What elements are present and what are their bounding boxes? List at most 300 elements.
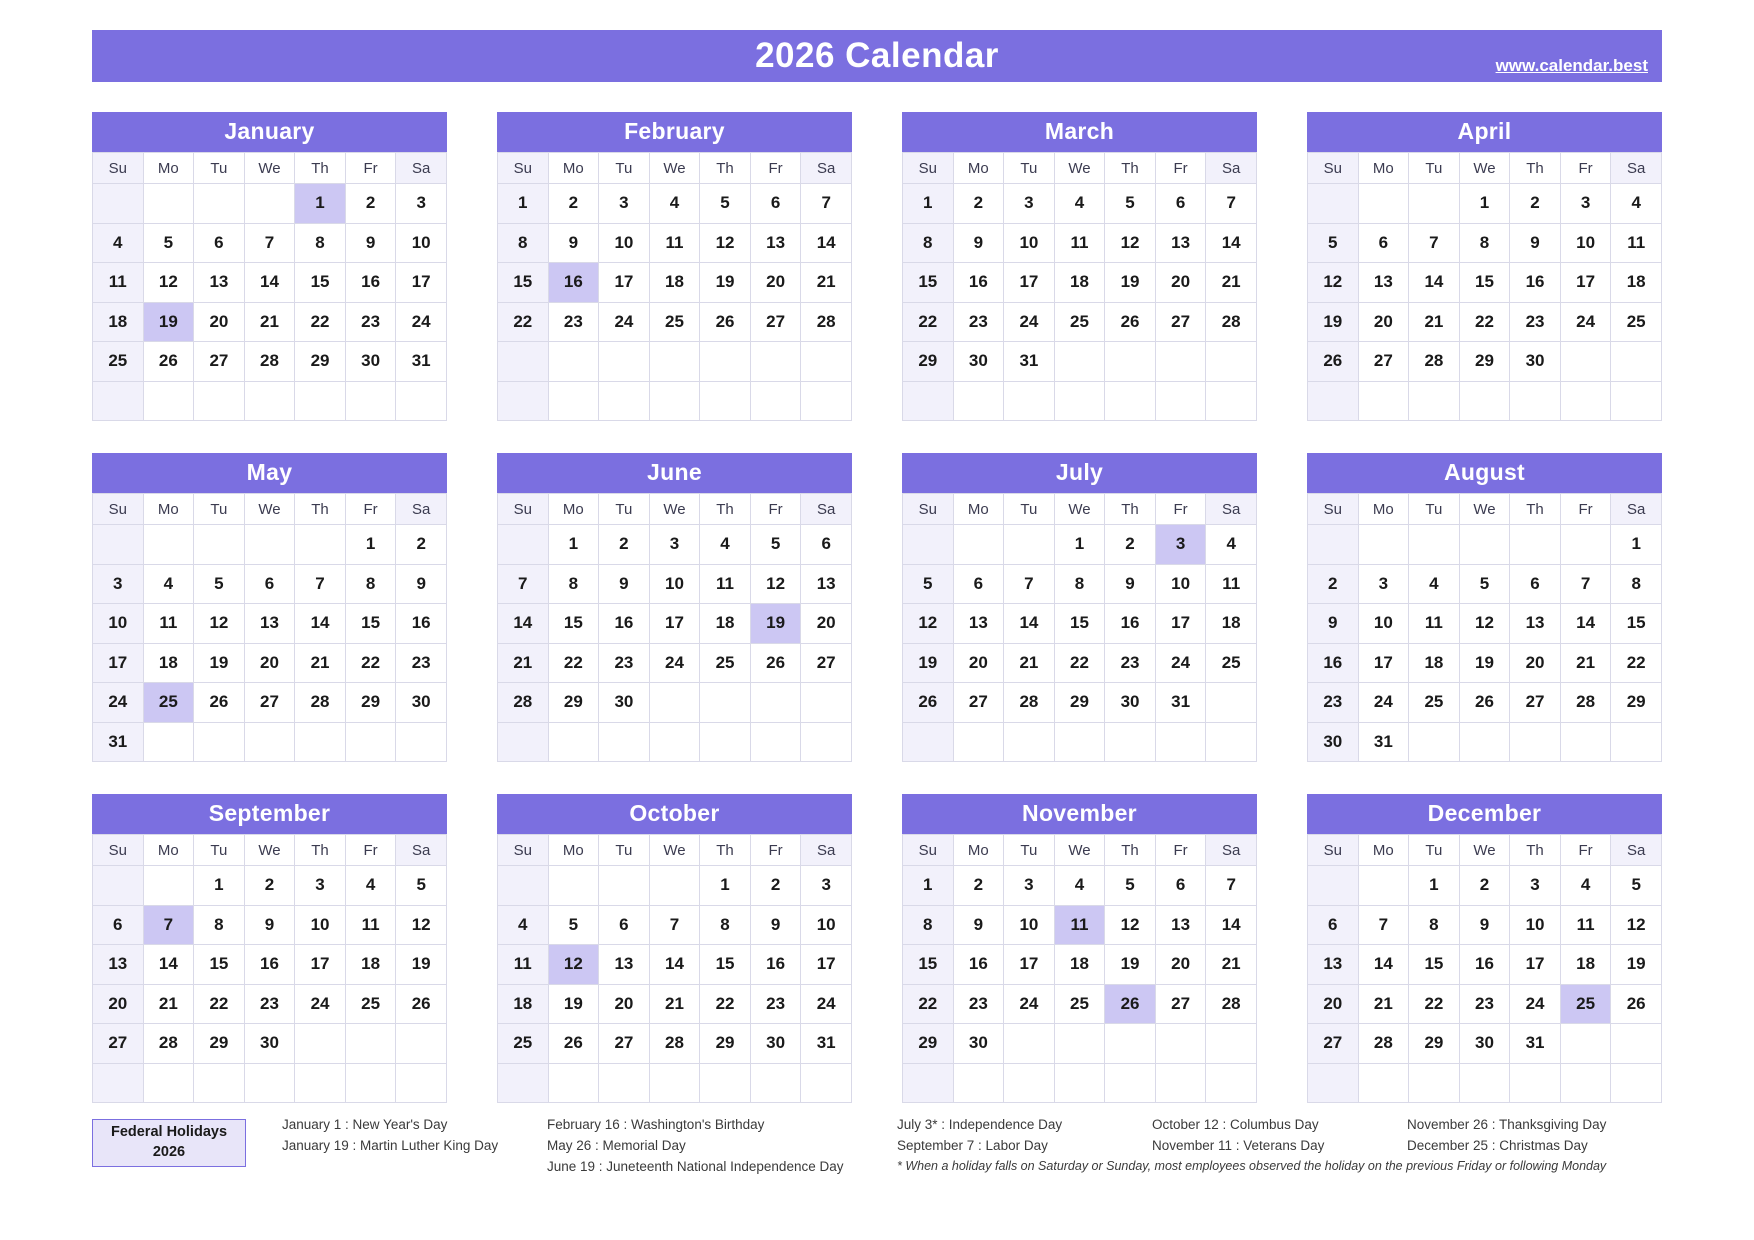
day-cell: 2 (750, 866, 801, 906)
holiday-entry: October 12 : Columbus Day (1152, 1117, 1319, 1132)
week-row (498, 302, 852, 342)
day-cell: 24 (801, 984, 852, 1024)
empty-cell (801, 683, 852, 723)
empty-cell (1409, 722, 1460, 762)
day-cell: 19 (396, 945, 447, 985)
month-table (902, 152, 1257, 421)
day-cell: 31 (396, 342, 447, 382)
holiday-entry: May 26 : Memorial Day (547, 1138, 686, 1153)
day-cell: 16 (1510, 263, 1561, 303)
empty-cell (143, 184, 194, 224)
weekday-header-fr: Fr (1560, 153, 1611, 184)
day-cell: 17 (1004, 263, 1055, 303)
weekday-header-we: We (1054, 835, 1105, 866)
empty-cell (903, 381, 954, 421)
weekday-header-sa: Sa (1611, 494, 1662, 525)
empty-cell (700, 722, 751, 762)
empty-cell (1560, 1063, 1611, 1103)
empty-cell (1308, 866, 1359, 906)
weekday-header-sa: Sa (1206, 153, 1257, 184)
day-cell: 26 (750, 643, 801, 683)
weekday-header-fr: Fr (750, 835, 801, 866)
week-row (1308, 604, 1662, 644)
empty-cell (1206, 381, 1257, 421)
day-cell: 12 (1308, 263, 1359, 303)
empty-cell (295, 1024, 346, 1064)
day-cell: 4 (700, 525, 751, 565)
day-cell: 17 (1560, 263, 1611, 303)
empty-cell (1004, 722, 1055, 762)
day-cell: 21 (1004, 643, 1055, 683)
week-row (498, 643, 852, 683)
day-cell: 23 (345, 302, 396, 342)
weekday-header-su: Su (1308, 153, 1359, 184)
day-cell: 15 (498, 263, 549, 303)
day-cell: 5 (1459, 564, 1510, 604)
month-table (902, 493, 1257, 762)
day-cell: 26 (1308, 342, 1359, 382)
week-row (903, 184, 1257, 224)
page-header (92, 30, 1662, 82)
day-cell: 9 (599, 564, 650, 604)
day-cell: 11 (498, 945, 549, 985)
day-cell: 29 (1459, 342, 1510, 382)
weekday-header-fr: Fr (345, 153, 396, 184)
week-row (93, 564, 447, 604)
day-cell: 23 (1105, 643, 1156, 683)
empty-cell (1611, 722, 1662, 762)
weekday-header-mo: Mo (548, 153, 599, 184)
day-cell: 18 (1206, 604, 1257, 644)
weekday-header-tu: Tu (194, 835, 245, 866)
day-cell: 5 (194, 564, 245, 604)
weekday-header-mo: Mo (143, 835, 194, 866)
day-cell: 20 (1308, 984, 1359, 1024)
empty-cell (1206, 1063, 1257, 1103)
day-cell: 5 (903, 564, 954, 604)
holiday-entry: January 19 : Martin Luther King Day (282, 1138, 499, 1153)
empty-cell (1054, 722, 1105, 762)
day-cell: 2 (548, 184, 599, 224)
day-cell: 10 (599, 223, 650, 263)
week-row (498, 722, 852, 762)
weekday-header-su: Su (498, 835, 549, 866)
week-row (93, 381, 447, 421)
empty-cell (143, 722, 194, 762)
day-cell: 6 (1155, 866, 1206, 906)
day-cell: 14 (1206, 905, 1257, 945)
empty-cell (295, 381, 346, 421)
day-cell: 30 (1105, 683, 1156, 723)
empty-cell (649, 722, 700, 762)
day-cell: 7 (244, 223, 295, 263)
empty-cell (93, 525, 144, 565)
empty-cell (1054, 342, 1105, 382)
day-cell: 1 (194, 866, 245, 906)
empty-cell (700, 342, 751, 382)
day-cell: 12 (1105, 905, 1156, 945)
day-cell: 28 (1409, 342, 1460, 382)
day-cell: 1 (498, 184, 549, 224)
weekday-header-tu: Tu (1409, 494, 1460, 525)
day-cell: 18 (700, 604, 751, 644)
empty-cell (1611, 342, 1662, 382)
empty-cell (1206, 342, 1257, 382)
day-cell: 27 (194, 342, 245, 382)
empty-cell (1105, 381, 1156, 421)
day-cell: 7 (143, 905, 194, 945)
day-cell: 4 (1054, 866, 1105, 906)
day-cell: 16 (750, 945, 801, 985)
day-cell: 7 (1206, 866, 1257, 906)
empty-cell (1409, 525, 1460, 565)
week-row (1308, 905, 1662, 945)
day-cell: 25 (1409, 683, 1460, 723)
week-row (498, 342, 852, 382)
day-cell: 25 (143, 683, 194, 723)
week-row (1308, 1063, 1662, 1103)
day-cell: 10 (1510, 905, 1561, 945)
day-cell: 28 (1560, 683, 1611, 723)
empty-cell (396, 381, 447, 421)
empty-cell (750, 722, 801, 762)
weekday-header-tu: Tu (599, 494, 650, 525)
week-row (1308, 722, 1662, 762)
day-cell: 23 (548, 302, 599, 342)
day-cell: 27 (599, 1024, 650, 1064)
day-cell: 27 (953, 683, 1004, 723)
day-cell: 7 (801, 184, 852, 224)
week-row (1308, 223, 1662, 263)
day-cell: 24 (93, 683, 144, 723)
weekday-header-th: Th (1105, 153, 1156, 184)
empty-cell (244, 722, 295, 762)
day-cell: 22 (1409, 984, 1460, 1024)
day-cell: 14 (1409, 263, 1460, 303)
day-cell: 7 (1409, 223, 1460, 263)
month-table (92, 493, 447, 762)
empty-cell (700, 381, 751, 421)
day-cell: 13 (93, 945, 144, 985)
day-cell: 26 (396, 984, 447, 1024)
day-cell: 19 (1611, 945, 1662, 985)
day-cell: 13 (1155, 223, 1206, 263)
week-row (93, 945, 447, 985)
day-cell: 19 (1308, 302, 1359, 342)
day-cell: 8 (903, 223, 954, 263)
day-cell: 24 (1155, 643, 1206, 683)
month-title: September (92, 794, 447, 834)
day-cell: 19 (903, 643, 954, 683)
day-cell: 21 (1409, 302, 1460, 342)
day-cell: 11 (1206, 564, 1257, 604)
empty-cell (1459, 381, 1510, 421)
day-cell: 11 (700, 564, 751, 604)
week-row (498, 263, 852, 303)
day-cell: 5 (1308, 223, 1359, 263)
week-row (93, 683, 447, 723)
day-cell: 29 (345, 683, 396, 723)
empty-cell (700, 683, 751, 723)
day-cell: 3 (1560, 184, 1611, 224)
weekday-header-sa: Sa (801, 153, 852, 184)
day-cell: 21 (1358, 984, 1409, 1024)
day-cell: 22 (903, 984, 954, 1024)
day-cell: 24 (1560, 302, 1611, 342)
empty-cell (1206, 1024, 1257, 1064)
day-cell: 10 (93, 604, 144, 644)
day-cell: 2 (953, 866, 1004, 906)
day-cell: 28 (498, 683, 549, 723)
day-cell: 1 (1459, 184, 1510, 224)
empty-cell (143, 381, 194, 421)
day-cell: 10 (1358, 604, 1409, 644)
weekday-header-th: Th (1105, 835, 1156, 866)
empty-cell (1560, 381, 1611, 421)
day-cell: 15 (700, 945, 751, 985)
day-cell: 3 (801, 866, 852, 906)
day-cell: 13 (801, 564, 852, 604)
day-cell: 25 (1054, 302, 1105, 342)
empty-cell (1004, 525, 1055, 565)
weekday-header-mo: Mo (548, 494, 599, 525)
day-cell: 9 (548, 223, 599, 263)
month-title: October (497, 794, 852, 834)
week-row (1308, 683, 1662, 723)
empty-cell (1308, 525, 1359, 565)
weekday-header-fr: Fr (1155, 494, 1206, 525)
day-cell: 26 (1105, 984, 1156, 1024)
month-table (1307, 152, 1662, 421)
empty-cell (599, 1063, 650, 1103)
empty-cell (498, 342, 549, 382)
empty-cell (599, 866, 650, 906)
day-cell: 26 (1105, 302, 1156, 342)
weekday-header-sa: Sa (1611, 835, 1662, 866)
week-row (903, 643, 1257, 683)
weekday-header-mo: Mo (953, 494, 1004, 525)
day-cell: 26 (1611, 984, 1662, 1024)
day-cell: 28 (1358, 1024, 1409, 1064)
weekday-header-sa: Sa (396, 153, 447, 184)
day-cell: 6 (194, 223, 245, 263)
day-cell: 9 (396, 564, 447, 604)
day-cell: 12 (903, 604, 954, 644)
empty-cell (1358, 866, 1409, 906)
month-table (92, 834, 447, 1103)
day-cell: 23 (953, 984, 1004, 1024)
empty-cell (903, 525, 954, 565)
empty-cell (1560, 525, 1611, 565)
empty-cell (1105, 722, 1156, 762)
empty-cell (548, 381, 599, 421)
weekday-header-we: We (649, 494, 700, 525)
empty-cell (953, 1063, 1004, 1103)
week-row (1308, 945, 1662, 985)
day-cell: 22 (548, 643, 599, 683)
footer (92, 1117, 1662, 1174)
day-cell: 7 (295, 564, 346, 604)
website-link[interactable]: www.calendar.best (1495, 56, 1648, 75)
day-cell: 16 (599, 604, 650, 644)
month-june (497, 453, 852, 762)
day-cell: 29 (548, 683, 599, 723)
holiday-entry: July 3* : Independence Day (897, 1117, 1063, 1132)
day-cell: 31 (1358, 722, 1409, 762)
day-cell: 1 (700, 866, 751, 906)
day-cell: 13 (1155, 905, 1206, 945)
day-cell: 10 (1560, 223, 1611, 263)
weekday-header-mo: Mo (143, 153, 194, 184)
day-cell: 10 (649, 564, 700, 604)
empty-cell (903, 722, 954, 762)
day-cell: 24 (599, 302, 650, 342)
week-row (1308, 866, 1662, 906)
day-cell: 9 (1510, 223, 1561, 263)
day-cell: 31 (801, 1024, 852, 1064)
day-cell: 23 (750, 984, 801, 1024)
day-cell: 16 (953, 945, 1004, 985)
empty-cell (1206, 683, 1257, 723)
day-cell: 5 (750, 525, 801, 565)
day-cell: 31 (93, 722, 144, 762)
day-cell: 9 (1308, 604, 1359, 644)
day-cell: 28 (801, 302, 852, 342)
empty-cell (1560, 722, 1611, 762)
day-cell: 25 (345, 984, 396, 1024)
day-cell: 29 (295, 342, 346, 382)
day-cell: 17 (1004, 945, 1055, 985)
day-cell: 27 (93, 1024, 144, 1064)
day-cell: 12 (396, 905, 447, 945)
day-cell: 28 (143, 1024, 194, 1064)
day-cell: 18 (1054, 263, 1105, 303)
weekday-header-su: Su (903, 494, 954, 525)
day-cell: 7 (1560, 564, 1611, 604)
day-cell: 30 (1459, 1024, 1510, 1064)
weekday-header-th: Th (295, 153, 346, 184)
week-row (93, 1024, 447, 1064)
day-cell: 16 (1105, 604, 1156, 644)
month-table (1307, 834, 1662, 1103)
empty-cell (1459, 722, 1510, 762)
day-cell: 2 (396, 525, 447, 565)
day-cell: 30 (244, 1024, 295, 1064)
day-cell: 2 (1459, 866, 1510, 906)
day-cell: 15 (1054, 604, 1105, 644)
week-row (93, 342, 447, 382)
week-row (903, 223, 1257, 263)
week-row (1308, 564, 1662, 604)
empty-cell (750, 381, 801, 421)
weekday-header-mo: Mo (1358, 835, 1409, 866)
day-cell: 23 (1510, 302, 1561, 342)
day-cell: 5 (1105, 184, 1156, 224)
empty-cell (1155, 342, 1206, 382)
day-cell: 1 (1054, 525, 1105, 565)
weekday-header-tu: Tu (1004, 494, 1055, 525)
empty-cell (801, 1063, 852, 1103)
day-cell: 29 (194, 1024, 245, 1064)
day-cell: 14 (649, 945, 700, 985)
day-cell: 25 (1560, 984, 1611, 1024)
day-cell: 6 (1358, 223, 1409, 263)
empty-cell (1358, 184, 1409, 224)
day-cell: 2 (345, 184, 396, 224)
day-cell: 4 (1611, 184, 1662, 224)
day-cell: 3 (1510, 866, 1561, 906)
day-cell: 1 (903, 866, 954, 906)
day-cell: 8 (194, 905, 245, 945)
empty-cell (498, 525, 549, 565)
day-cell: 2 (953, 184, 1004, 224)
day-cell: 4 (498, 905, 549, 945)
day-cell: 6 (93, 905, 144, 945)
day-cell: 4 (1560, 866, 1611, 906)
day-cell: 3 (599, 184, 650, 224)
day-cell: 18 (1054, 945, 1105, 985)
empty-cell (1308, 184, 1359, 224)
day-cell: 16 (548, 263, 599, 303)
day-cell: 17 (1358, 643, 1409, 683)
day-cell: 14 (801, 223, 852, 263)
day-cell: 29 (903, 342, 954, 382)
day-cell: 3 (396, 184, 447, 224)
day-cell: 24 (1004, 984, 1055, 1024)
day-cell: 26 (903, 683, 954, 723)
day-cell: 12 (1459, 604, 1510, 644)
day-cell: 30 (953, 342, 1004, 382)
day-cell: 16 (244, 945, 295, 985)
day-cell: 22 (194, 984, 245, 1024)
month-december (1307, 794, 1662, 1103)
day-cell: 9 (953, 905, 1004, 945)
weekday-header-sa: Sa (1206, 835, 1257, 866)
week-row (498, 184, 852, 224)
day-cell: 3 (295, 866, 346, 906)
day-cell: 1 (903, 184, 954, 224)
day-cell: 7 (1004, 564, 1055, 604)
day-cell: 11 (345, 905, 396, 945)
week-row (1308, 302, 1662, 342)
day-cell: 15 (1409, 945, 1460, 985)
week-row (93, 263, 447, 303)
month-title: May (92, 453, 447, 493)
day-cell: 19 (194, 643, 245, 683)
day-cell: 17 (1510, 945, 1561, 985)
empty-cell (93, 1063, 144, 1103)
weekday-header-sa: Sa (1206, 494, 1257, 525)
week-row (903, 683, 1257, 723)
week-row (1308, 984, 1662, 1024)
empty-cell (498, 866, 549, 906)
day-cell: 20 (1155, 945, 1206, 985)
empty-cell (1560, 1024, 1611, 1064)
weekday-header-sa: Sa (1611, 153, 1662, 184)
day-cell: 7 (649, 905, 700, 945)
month-table (902, 834, 1257, 1103)
empty-cell (801, 381, 852, 421)
empty-cell (396, 1024, 447, 1064)
empty-cell (548, 342, 599, 382)
day-cell: 9 (345, 223, 396, 263)
day-cell: 20 (953, 643, 1004, 683)
holiday-entry: February 16 : Washington's Birthday (547, 1117, 765, 1132)
week-row (498, 1063, 852, 1103)
day-cell: 21 (498, 643, 549, 683)
day-cell: 11 (649, 223, 700, 263)
weekday-header-we: We (244, 494, 295, 525)
